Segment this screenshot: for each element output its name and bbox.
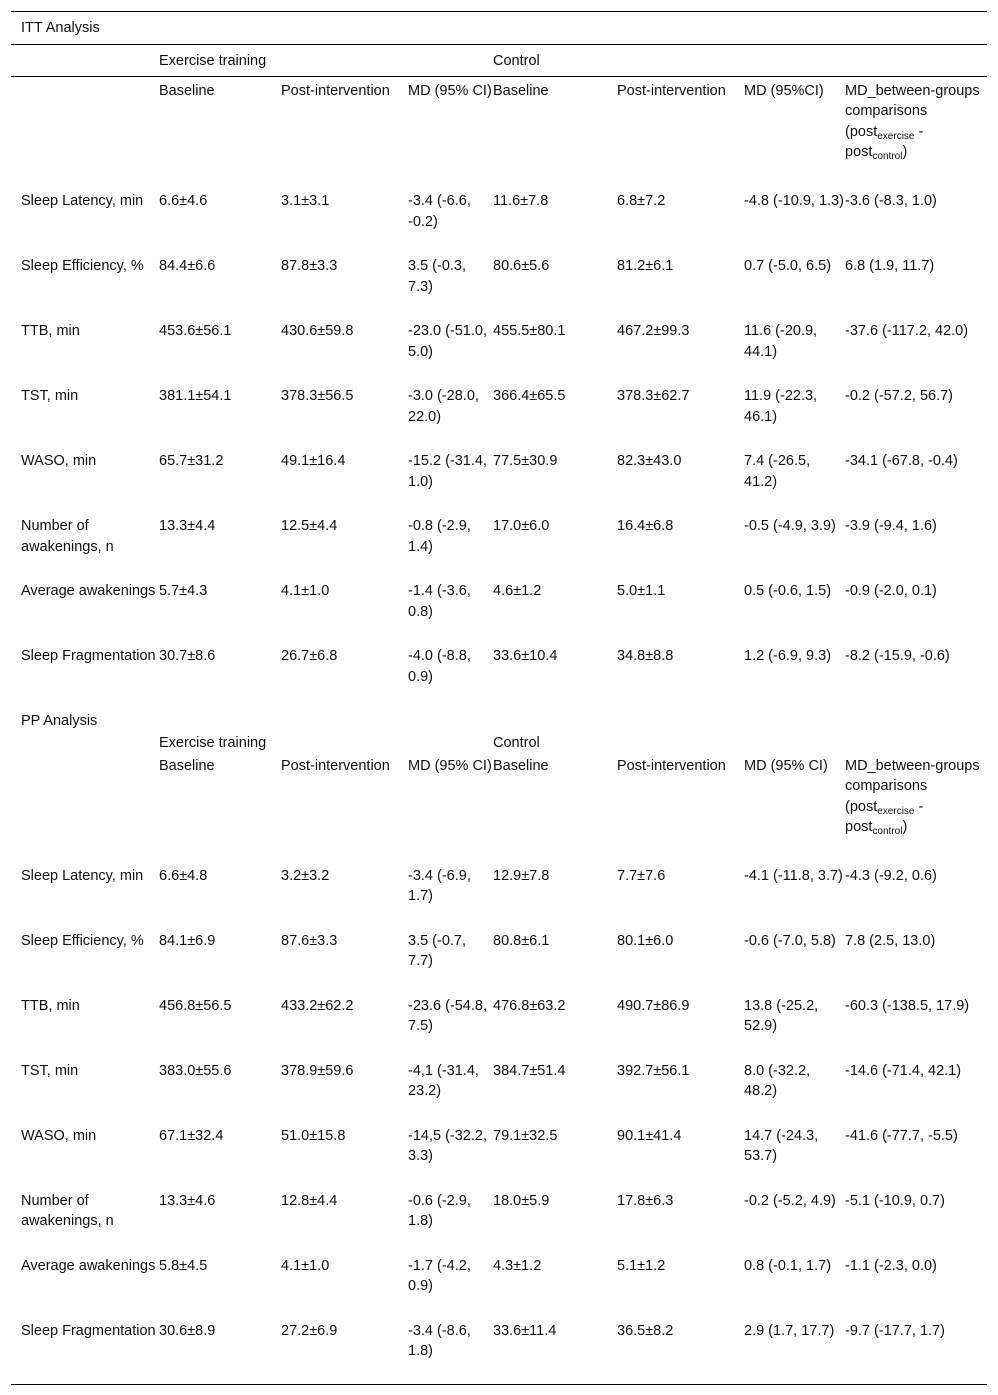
pp-cell-control-md: 13.8 (-25.2, 52.9)	[744, 997, 819, 1034]
itt-header-control-post: Post-intervention	[617, 76, 744, 187]
itt-between-mid: - post	[845, 123, 924, 160]
pp-cell-control-post: 490.7±86.9	[617, 997, 690, 1014]
itt-cell-exercise-baseline: 84.4±6.6	[159, 258, 216, 274]
itt-cell-control-md: -0.5 (-4.9, 3.9)	[744, 518, 836, 534]
itt-cell-exercise-post: 4.1±1.0	[281, 583, 330, 599]
results-table-body	[11, 12, 987, 1382]
pp-cell-exercise-md: -4,1 (-31.4, 23.2)	[408, 1062, 479, 1099]
itt-cell-between-groups-md: -0.2 (-57.2, 56.7)	[845, 388, 953, 404]
pp-cell-exercise-post: 433.2±62.2	[281, 997, 354, 1014]
pp-cell-control-md: -0.6 (-7.0, 5.8)	[744, 932, 836, 949]
itt-header-exercise-post: Post-intervention	[281, 76, 408, 187]
itt-cell-exercise-md: -0.8 (-2.9, 1.4)	[408, 518, 471, 555]
pp-cell-between-groups-md: 7.8 (2.5, 13.0)	[845, 932, 936, 949]
itt-header-between-groups	[845, 76, 987, 187]
pp-cell-control-baseline: 4.3±1.2	[493, 1257, 542, 1274]
pp-header-exercise-post: Post-intervention	[281, 757, 390, 774]
itt-header-control-baseline: Baseline	[493, 76, 617, 187]
table-row	[11, 1317, 987, 1382]
pp-cell-exercise-md: -1.7 (-4.2, 0.9)	[408, 1257, 471, 1294]
itt-cell-exercise-md: -1.4 (-3.6, 0.8)	[408, 583, 471, 620]
itt-cell-between-groups-md: -37.6 (-117.2, 42.0)	[845, 323, 969, 339]
table-row	[11, 252, 987, 317]
itt-cell-control-baseline: 17.0±6.0	[493, 518, 550, 534]
itt-cell-between-groups-md: -0.9 (-2.0, 0.1)	[845, 583, 937, 599]
table-row	[11, 862, 987, 927]
pp-cell-exercise-md: -3.4 (-8.6, 1.8)	[408, 1322, 471, 1359]
itt-cell-label: Sleep Latency, min	[21, 193, 144, 209]
pp-between-end: )	[902, 819, 908, 835]
pp-header-exercise-baseline: Baseline	[159, 757, 215, 774]
itt-cell-control-md: 11.6 (-20.9, 44.1)	[744, 323, 818, 360]
pp-cell-exercise-post: 378.9±59.6	[281, 1062, 354, 1079]
pp-between-sub-control: control	[872, 826, 903, 837]
itt-cell-exercise-baseline: 5.7±4.3	[159, 583, 208, 599]
itt-cell-exercise-baseline: 453.6±56.1	[159, 323, 232, 339]
pp-cell-control-baseline: 79.1±32.5	[493, 1127, 558, 1144]
itt-cell-exercise-baseline: 6.6±4.6	[159, 193, 208, 209]
pp-cell-label: TST, min	[21, 1062, 79, 1079]
pp-cell-between-groups-md: -41.6 (-77.7, -5.5)	[845, 1127, 958, 1144]
pp-cell-between-groups-md: -5.1 (-10.9, 0.7)	[845, 1192, 945, 1209]
itt-cell-control-md: 0.7 (-5.0, 6.5)	[744, 258, 832, 274]
pp-group-header-row	[11, 732, 987, 755]
table-row	[11, 577, 987, 642]
pp-cell-label: Average awakenings	[21, 1257, 156, 1274]
pp-cell-control-post: 90.1±41.4	[617, 1127, 682, 1144]
pp-cell-exercise-post: 87.6±3.3	[281, 932, 338, 949]
itt-group-exercise: Exercise training	[157, 44, 493, 76]
itt-cell-control-md: 1.2 (-6.9, 9.3)	[744, 648, 832, 664]
pp-cell-control-post: 36.5±8.2	[617, 1322, 674, 1339]
itt-cell-control-baseline: 80.6±5.6	[493, 258, 550, 274]
itt-cell-between-groups-md: 6.8 (1.9, 11.7)	[845, 258, 935, 274]
itt-cell-control-post: 467.2±99.3	[617, 323, 690, 339]
itt-cell-label: Sleep Fragmentation	[21, 648, 156, 664]
pp-between-sub-exercise: exercise	[877, 805, 915, 817]
results-table-frame	[11, 11, 987, 1385]
results-table	[11, 12, 987, 1382]
itt-cell-exercise-baseline: 30.7±8.6	[159, 648, 216, 664]
pp-cell-exercise-baseline: 67.1±32.4	[159, 1127, 224, 1144]
itt-cell-exercise-md: -3.4 (-6.6, -0.2)	[408, 193, 471, 230]
pp-cell-control-md: 14.7 (-24.3, 53.7)	[744, 1127, 819, 1164]
itt-column-header-row	[11, 76, 987, 187]
itt-cell-exercise-post: 430.6±59.8	[281, 323, 354, 339]
table-row	[11, 1122, 987, 1187]
table-row	[11, 642, 987, 707]
pp-cell-control-md: -0.2 (-5.2, 4.9)	[744, 1192, 836, 1209]
pp-cell-control-post: 17.8±6.3	[617, 1192, 674, 1209]
table-row	[11, 447, 987, 512]
table-row	[11, 317, 987, 382]
pp-header-control-md: MD (95% CI)	[744, 757, 828, 774]
pp-cell-exercise-md: 3.5 (-0.7, 7.7)	[408, 932, 467, 969]
itt-cell-label: Number of awakenings, n	[21, 518, 114, 555]
pp-cell-exercise-post: 12.8±4.4	[281, 1192, 338, 1209]
pp-cell-between-groups-md: -14.6 (-71.4, 42.1)	[845, 1062, 962, 1079]
pp-cell-exercise-post: 51.0±15.8	[281, 1127, 346, 1144]
itt-cell-exercise-post: 26.7±6.8	[281, 648, 338, 664]
pp-cell-exercise-baseline: 30.6±8.9	[159, 1322, 216, 1339]
itt-cell-control-md: -4.8 (-10.9, 1.3)	[744, 193, 844, 209]
itt-cell-exercise-post: 87.8±3.3	[281, 258, 338, 274]
itt-cell-exercise-md: -23.0 (-51.0, 5.0)	[408, 323, 487, 360]
pp-cell-control-md: -4.1 (-11.8, 3.7)	[744, 867, 843, 884]
pp-cell-label: Number of awakenings, n	[21, 1192, 114, 1229]
itt-cell-exercise-md: 3.5 (-0.3, 7.3)	[408, 258, 467, 295]
table-row	[11, 1252, 987, 1317]
itt-group-header-row	[11, 44, 987, 76]
itt-cell-control-baseline: 455.5±80.1	[493, 323, 566, 339]
pp-cell-between-groups-md: -60.3 (-138.5, 17.9)	[845, 997, 970, 1014]
itt-cell-label: WASO, min	[21, 453, 97, 469]
itt-cell-control-post: 5.0±1.1	[617, 583, 666, 599]
pp-cell-control-baseline: 80.8±6.1	[493, 932, 550, 949]
itt-cell-control-md: 7.4 (-26.5, 41.2)	[744, 453, 811, 490]
itt-cell-exercise-post: 12.5±4.4	[281, 518, 338, 534]
itt-cell-control-post: 34.8±8.8	[617, 648, 674, 664]
pp-cell-label: Sleep Latency, min	[21, 867, 144, 884]
pp-cell-exercise-baseline: 456.8±56.5	[159, 997, 232, 1014]
pp-cell-control-baseline: 33.6±11.4	[493, 1322, 557, 1339]
pp-cell-label: Sleep Efficiency, %	[21, 932, 144, 949]
pp-cell-exercise-post: 3.2±3.2	[281, 867, 330, 884]
itt-group-control: Control	[493, 44, 987, 76]
table-row	[11, 927, 987, 992]
pp-cell-control-baseline: 476.8±63.2	[493, 997, 566, 1014]
itt-cell-control-baseline: 4.6±1.2	[493, 583, 542, 599]
itt-cell-control-post: 6.8±7.2	[617, 193, 666, 209]
pp-cell-exercise-baseline: 5.8±4.5	[159, 1257, 208, 1274]
itt-cell-label: Average awakenings	[21, 583, 156, 599]
itt-cell-exercise-md: -4.0 (-8.8, 0.9)	[408, 648, 471, 685]
pp-cell-exercise-md: -23.6 (-54.8, 7.5)	[408, 997, 487, 1034]
pp-header-empty	[11, 755, 157, 862]
itt-cell-exercise-post: 49.1±16.4	[281, 453, 346, 469]
pp-cell-between-groups-md: -1.1 (-2.3, 0.0)	[845, 1257, 937, 1274]
itt-cell-control-post: 82.3±43.0	[617, 453, 682, 469]
pp-group-control: Control	[493, 734, 540, 751]
pp-cell-between-groups-md: -4.3 (-9.2, 0.6)	[845, 867, 937, 884]
pp-cell-control-post: 392.7±56.1	[617, 1062, 690, 1079]
pp-cell-label: Sleep Fragmentation	[21, 1322, 156, 1339]
itt-cell-control-post: 378.3±62.7	[617, 388, 690, 404]
itt-cell-control-md: 0.5 (-0.6, 1.5)	[744, 583, 832, 599]
pp-header-control-baseline: Baseline	[493, 757, 549, 774]
pp-header-between-groups	[845, 755, 987, 862]
pp-between-mid: - post	[845, 798, 924, 835]
itt-header-control-md: MD (95%CI)	[744, 76, 845, 187]
pp-cell-control-baseline: 18.0±5.9	[493, 1192, 550, 1209]
itt-between-main: MD_between-groups comparisons (post	[845, 82, 980, 140]
pp-header-exercise-md: MD (95% CI)	[408, 757, 492, 774]
itt-cell-control-post: 16.4±6.8	[617, 518, 674, 534]
itt-cell-label: TST, min	[21, 388, 79, 404]
pp-cell-control-md: 2.9 (1.7, 17.7)	[744, 1322, 835, 1339]
pp-section-title-row	[11, 707, 987, 732]
table-row	[11, 1187, 987, 1252]
pp-between-main: MD_between-groups comparisons (post	[845, 757, 980, 815]
pp-cell-control-post: 80.1±6.0	[617, 932, 674, 949]
pp-cell-exercise-baseline: 84.1±6.9	[159, 932, 216, 949]
pp-cell-exercise-baseline: 383.0±55.6	[159, 1062, 232, 1079]
pp-cell-exercise-post: 27.2±6.9	[281, 1322, 338, 1339]
itt-cell-control-baseline: 11.6±7.8	[493, 193, 549, 209]
itt-cell-exercise-baseline: 65.7±31.2	[159, 453, 224, 469]
pp-column-header-row	[11, 755, 987, 862]
itt-cell-between-groups-md: -34.1 (-67.8, -0.4)	[845, 453, 958, 469]
itt-cell-between-groups-md: -8.2 (-15.9, -0.6)	[845, 648, 950, 664]
pp-cell-control-post: 7.7±7.6	[617, 867, 666, 884]
itt-header-empty	[11, 76, 157, 187]
pp-cell-exercise-post: 4.1±1.0	[281, 1257, 330, 1274]
pp-group-empty	[11, 732, 157, 755]
itt-cell-exercise-baseline: 13.3±4.4	[159, 518, 216, 534]
pp-cell-exercise-md: -0.6 (-2.9, 1.8)	[408, 1192, 471, 1229]
itt-cell-control-baseline: 33.6±10.4	[493, 648, 558, 664]
itt-cell-between-groups-md: -3.6 (-8.3, 1.0)	[845, 193, 937, 209]
pp-cell-control-md: 0.8 (-0.1, 1.7)	[744, 1257, 832, 1274]
itt-between-sub-control: control	[872, 151, 903, 162]
itt-between-sub-exercise: exercise	[877, 130, 915, 142]
itt-cell-exercise-md: -3.0 (-28.0, 22.0)	[408, 388, 479, 425]
itt-header-exercise-baseline: Baseline	[157, 76, 281, 187]
itt-group-empty	[11, 44, 157, 76]
itt-section-title: ITT Analysis	[21, 20, 100, 36]
itt-cell-label: Sleep Efficiency, %	[21, 258, 144, 274]
itt-cell-between-groups-md: -3.9 (-9.4, 1.6)	[845, 518, 937, 534]
itt-cell-control-baseline: 366.4±65.5	[493, 388, 566, 404]
itt-cell-exercise-post: 378.3±56.5	[281, 388, 354, 404]
pp-cell-label: WASO, min	[21, 1127, 97, 1144]
itt-cell-control-baseline: 77.5±30.9	[493, 453, 558, 469]
table-row	[11, 382, 987, 447]
pp-cell-exercise-md: -14,5 (-32.2, 3.3)	[408, 1127, 487, 1164]
pp-cell-between-groups-md: -9.7 (-17.7, 1.7)	[845, 1322, 945, 1339]
pp-cell-exercise-baseline: 6.6±4.8	[159, 867, 208, 884]
pp-cell-exercise-baseline: 13.3±4.6	[159, 1192, 216, 1209]
itt-cell-exercise-post: 3.1±3.1	[281, 193, 330, 209]
table-row	[11, 1057, 987, 1122]
pp-cell-control-baseline: 12.9±7.8	[493, 867, 550, 884]
itt-between-end: )	[902, 144, 908, 160]
table-row	[11, 512, 987, 577]
itt-cell-label: TTB, min	[21, 323, 80, 339]
pp-section-title: PP Analysis	[21, 713, 98, 729]
pp-header-control-post: Post-intervention	[617, 757, 726, 774]
pp-cell-control-baseline: 384.7±51.4	[493, 1062, 566, 1079]
pp-group-exercise: Exercise training	[159, 734, 267, 751]
pp-cell-control-md: 8.0 (-32.2, 48.2)	[744, 1062, 811, 1099]
itt-cell-exercise-baseline: 381.1±54.1	[159, 388, 232, 404]
itt-cell-exercise-md: -15.2 (-31.4, 1.0)	[408, 453, 487, 490]
table-row	[11, 187, 987, 252]
table-row	[11, 992, 987, 1057]
pp-cell-label: TTB, min	[21, 997, 80, 1014]
itt-section-title-row	[11, 12, 987, 44]
pp-cell-exercise-md: -3.4 (-6.9, 1.7)	[408, 867, 471, 904]
itt-cell-control-md: 11.9 (-22.3, 46.1)	[744, 388, 818, 425]
pp-cell-control-post: 5.1±1.2	[617, 1257, 666, 1274]
itt-header-exercise-md: MD (95% CI)	[408, 76, 493, 187]
itt-cell-control-post: 81.2±6.1	[617, 258, 674, 274]
